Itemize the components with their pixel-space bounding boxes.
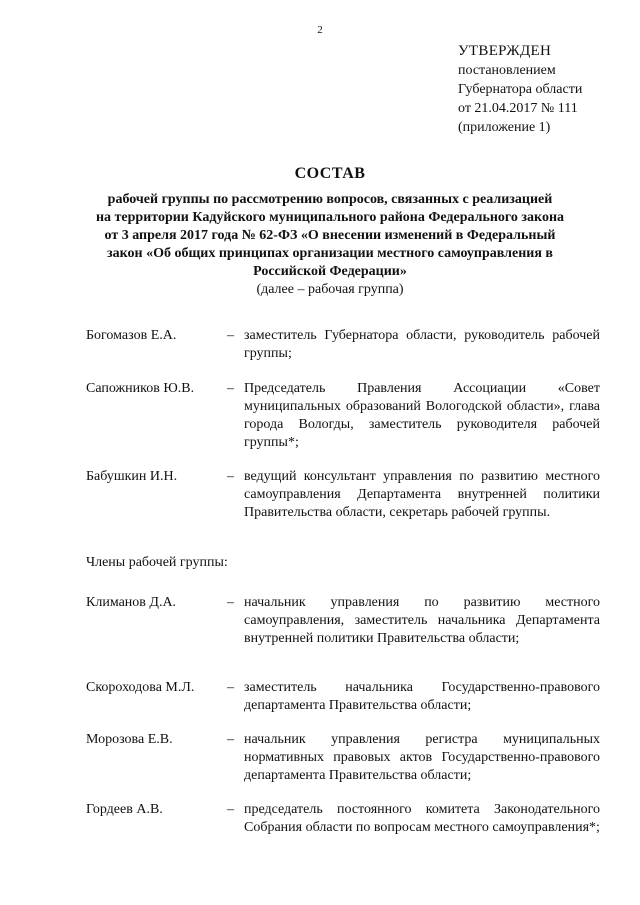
dash: – <box>227 381 234 396</box>
approval-line: Губернатора области <box>458 82 583 97</box>
approval-title: УТВЕРЖДЕН <box>458 43 552 59</box>
dash: – <box>227 802 234 817</box>
page-number: 2 <box>317 24 323 36</box>
member-name: Климанов Д.А. <box>86 595 177 610</box>
approval-line: от 21.04.2017 № 111 <box>458 101 578 116</box>
members-heading: Члены рабочей группы: <box>86 555 228 570</box>
document-title: СОСТАВ <box>294 165 366 182</box>
member-role: председатель постоянного комитета Законодательного Собрания области по вопросам местного самоуправления*; <box>244 802 600 835</box>
dash: – <box>227 328 234 343</box>
member-role: заместитель начальника Государственно-правового департамента Правительства области; <box>244 680 600 713</box>
document-subtitle-line: от 3 апреля 2017 года № 62-ФЗ «О внесении изменений в Федеральный <box>104 228 556 243</box>
approval-line: постановлением <box>458 63 556 78</box>
document-subtitle-line: закон «Об общих принципах организации местного самоуправления в <box>107 246 553 261</box>
approval-stamp <box>458 42 582 137</box>
member-role: Председатель Правления Ассоциации «Совет муниципальных образований Вологодской области», глава города Вологды, заместитель руководителя рабочей группы*; <box>244 381 600 450</box>
member-name: Морозова Е.В. <box>86 732 173 747</box>
member-role: начальник управления по развитию местного самоуправления, заместитель начальника Департамента внутренней политики Правительства области; <box>244 595 600 646</box>
document-subtitle-line: рабочей группы по рассмотрению вопросов, связанных с реализацией <box>107 192 553 207</box>
dash: – <box>227 680 234 695</box>
dash: – <box>227 732 234 747</box>
document-subtitle-note: (далее – рабочая группа) <box>256 282 404 297</box>
member-name: Гордеев А.В. <box>86 802 163 817</box>
document-subtitle-line: на территории Кадуйского муниципального района Федерального закона <box>95 210 565 225</box>
member-role: начальник управления регистра муниципальных нормативных правовых актов Государственно-правового департамента Правительства области; <box>244 732 600 783</box>
member-name: Богомазов Е.А. <box>86 328 177 343</box>
document-heading <box>60 165 600 299</box>
dash: – <box>227 595 234 610</box>
member-name: Сапожников Ю.В. <box>86 381 195 396</box>
member-name: Бабушкин И.Н. <box>86 469 178 484</box>
member-role: ведущий консультант управления по развитию местного самоуправления Департамента внутренней политики Правительства области, секретарь рабочей группы. <box>244 469 600 520</box>
member-role: заместитель Губернатора области, руководитель рабочей группы; <box>244 328 600 361</box>
dash: – <box>227 469 234 484</box>
document-subtitle-line: Российской Федерации» <box>253 264 407 279</box>
member-name: Скороходова М.Л. <box>86 680 195 695</box>
approval-line: (приложение 1) <box>458 120 551 135</box>
